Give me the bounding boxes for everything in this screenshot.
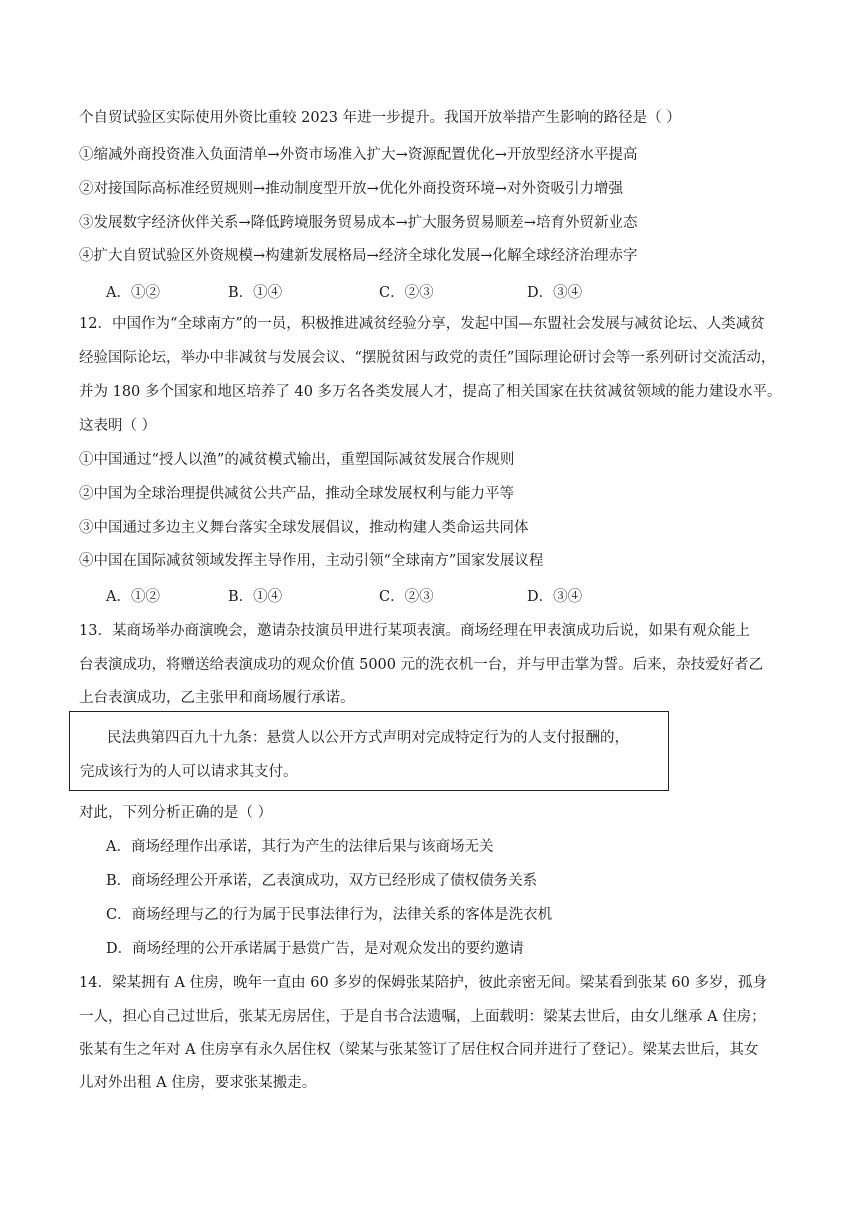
q11-option-c: C．②③ — [379, 285, 434, 301]
q14-stem-line-2: 一人，担心自己过世后，张某无房居住，于是自书合法遗嘱，上面载明：梁某去世后，由女儿继承 A 住房； — [79, 1009, 766, 1025]
q13-stem-line-2: 台表演成功，将赠送给表演成功的观众价值 5000 元的洗衣机一台，并与甲击掌为誓。后来，杂技爱好者乙 — [79, 657, 764, 673]
q11-option-a: A．①② — [106, 285, 160, 301]
q13-choice-c: C．商场经理与乙的行为属于民事法律行为，法律关系的客体是洗衣机 — [106, 907, 553, 923]
q12-item-1: ①中国通过“授人以渔”的减贫模式输出，重塑国际减贫发展合作规则 — [79, 452, 515, 468]
q13-stem-line-1: 13．某商场举办商演晚会，邀请杂技演员甲进行某项表演。商场经理在甲表演成功后说，如果有观众能上 — [79, 623, 750, 639]
q12-option-d: D．③④ — [527, 589, 583, 605]
q11-item-3: ③发展数字经济伙伴关系→降低跨境服务贸易成本→扩大服务贸易顺差→培育外贸新业态 — [79, 215, 638, 231]
q13-question: 对此，下列分析正确的是（ ） — [79, 805, 273, 821]
q13-choice-d: D．商场经理的公开承诺属于悬赏广告，是对观众发出的要约邀请 — [106, 941, 524, 957]
q11-option-d: D．③④ — [527, 285, 583, 301]
q11-option-b: B．①④ — [228, 285, 283, 301]
civil-code-quote-box — [69, 711, 669, 791]
quote-line-2: 完成该行为的人可以请求其支付。 — [80, 764, 298, 780]
q11-item-4: ④扩大自贸试验区外资规模→构建新发展格局→经济全球化发展→化解全球经济治理赤字 — [79, 248, 638, 264]
q12-option-a: A．①② — [106, 589, 160, 605]
q12-stem-line-1: 12．中国作为“全球南方”的一员，积极推进减贫经验分享，发起中国—东盟社会发展与减贫论坛、人类减贫 — [79, 316, 765, 332]
q14-stem-line-4: 儿对外出租 A 住房，要求张某搬走。 — [79, 1075, 317, 1091]
q13-choice-b: B．商场经理公开承诺，乙表演成功，双方已经形成了债权债务关系 — [106, 873, 538, 889]
q12-item-4: ④中国在国际减贫领域发挥主导作用，主动引领“全球南方”国家发展议程 — [79, 553, 544, 569]
q11-item-1: ①缩减外商投资准入负面清单→外资市场准入扩大→资源配置优化→开放型经济水平提高 — [79, 147, 638, 163]
q11-item-2: ②对接国际高标准经贸规则→推动制度型开放→优化外商投资环境→对外资吸引力增强 — [79, 181, 623, 197]
q12-stem-line-4: 这表明（ ） — [79, 418, 157, 434]
q12-stem-line-3: 并为 180 多个国家和地区培养了 40 多万名各类发展人才，提高了相关国家在扶贫减贫领域的能力建设水平。 — [79, 384, 782, 400]
q11-stem-tail: 个自贸试验区实际使用外资比重较 2023 年进一步提升。我国开放举措产生影响的路径是（ ） — [79, 110, 681, 126]
q12-item-3: ③中国通过多边主义舞台落实全球发展倡议，推动构建人类命运共同体 — [79, 520, 529, 536]
q14-stem-line-3: 张某有生之年对 A 住房享有永久居住权（梁某与张某签订了居住权合同并进行了登记）。梁某去世后，其女 — [79, 1042, 759, 1058]
q12-option-b: B．①④ — [228, 589, 283, 605]
q14-stem-line-1: 14．梁某拥有 A 住房，晚年一直由 60 多岁的保姆张某陪护，彼此亲密无间。梁某看到张某 60 多岁，孤身 — [79, 975, 767, 991]
q12-option-c: C．②③ — [379, 589, 434, 605]
q12-stem-line-2: 经验国际论坛，举办中非减贫与发展会议、“摆脱贫困与政党的责任”国际理论研讨会等一系列研讨交流活动， — [79, 350, 776, 366]
q13-stem-line-3: 上台表演成功，乙主张甲和商场履行承诺。 — [79, 690, 355, 706]
q13-choice-a: A．商场经理作出承诺，其行为产生的法律后果与该商场无关 — [106, 839, 494, 855]
quote-line-1: 民法典第四百九十九条：悬赏人以公开方式声明对完成特定行为的人支付报酬的， — [107, 730, 629, 746]
q12-item-2: ②中国为全球治理提供减贫公共产品，推动全球发展权利与能力平等 — [79, 486, 514, 502]
